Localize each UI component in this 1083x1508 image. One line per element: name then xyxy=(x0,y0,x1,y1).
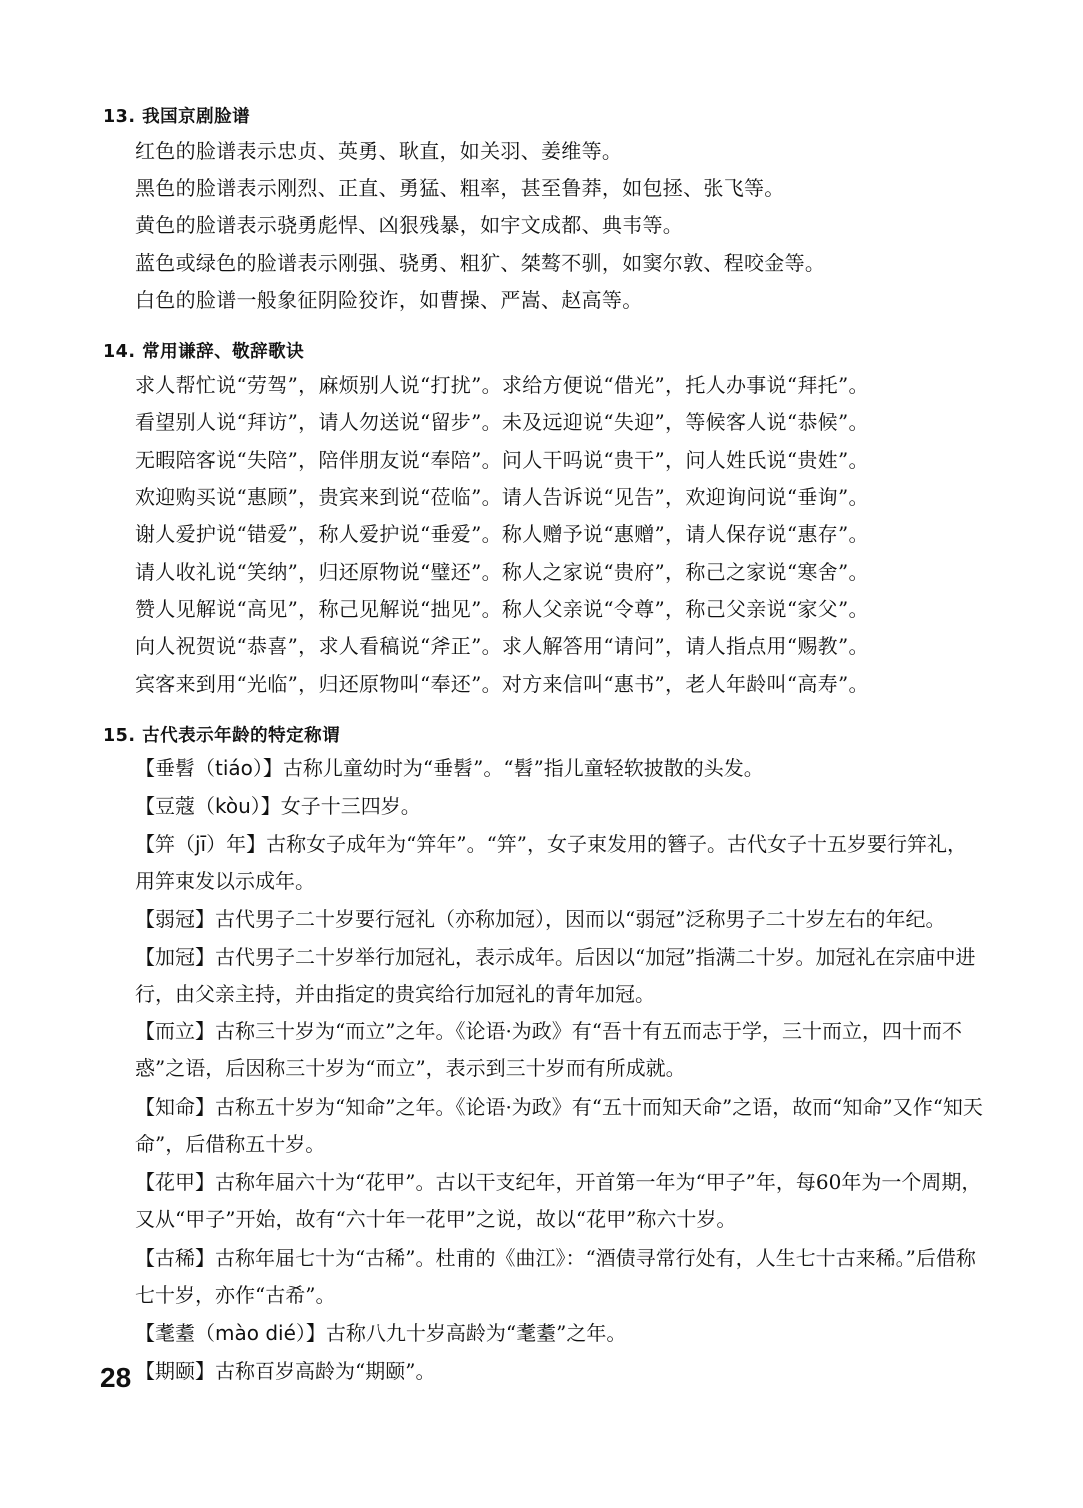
text-line: 请人收礼说“笑纳”，归还原物说“璧还”。称人之家说“贵府”，称己之家说“寒舍”。 xyxy=(135,560,869,584)
entry-text: 古称年届七十为“古稀”。杜甫的《曲江》：“酒债寻常行处有，人生七十古来稀。”后借称七十岁，亦作“古希”。 xyxy=(135,1246,976,1307)
text-line: 看望别人说“拜访”，请人勿送说“留步”。未及远迎说“失迎”，等候客人说“恭候”。 xyxy=(135,410,869,434)
entry-qiyi xyxy=(135,1353,985,1390)
entry-text: 古代男子二十岁举行加冠礼，表示成年。后因以“加冠”指满二十岁。加冠礼在宗庙中进行，由父亲主持，并由指定的贵宾给行加冠礼的青年加冠。 xyxy=(135,945,976,1006)
entry-maodie xyxy=(135,1315,985,1352)
entry-text: 古称儿童幼时为“垂髫”。“髫”指儿童轻软披散的头发。 xyxy=(282,756,764,780)
text-line: 欢迎购买说“惠顾”，贵宾来到说“莅临”。请人告诉说“见告”，欢迎询问说“垂询”。 xyxy=(135,485,869,509)
page-number: 28 xyxy=(100,1362,132,1393)
entry-jinian xyxy=(135,826,985,900)
entry-text: 女子十三四岁。 xyxy=(280,794,421,818)
text-line: 求人帮忙说“劳驾”，麻烦别人说“打扰”。求给方便说“借光”，托人办事说“拜托”。 xyxy=(135,373,869,397)
entry-guxi xyxy=(135,1240,985,1314)
text-line: 宾客来到用“光临”，归还原物叫“奉还”。对方来信叫“惠书”，老人年龄叫“高寿”。 xyxy=(135,672,869,696)
entry-text: 古称年届六十为“花甲”。古以干支纪年，开首第一年为“甲子”年，每60年为一个周期，又从“甲子”开始，故有“六十年一花甲”之说，故以“花甲”称六十岁。 xyxy=(135,1170,982,1231)
text-line: 谢人爱护说“错爱”，称人爱护说“垂爱”。称人赠予说“惠赠”，请人保存说“惠存”。 xyxy=(135,522,869,546)
entry-doukou xyxy=(135,788,985,825)
entry-term: 【知命】 xyxy=(135,1095,215,1119)
entry-erli xyxy=(135,1013,985,1087)
text-line: 黑色的脸谱表示刚烈、正直、勇猛、粗率，甚至鲁莽，如包拯、张飞等。 xyxy=(135,176,785,200)
entry-huajia xyxy=(135,1164,985,1238)
entry-term: 【豆蔻（kòu）】 xyxy=(135,794,281,818)
text-line: 白色的脸谱一般象征阴险狡诈，如曹操、严嵩、赵高等。 xyxy=(135,288,643,312)
entry-text: 古称八九十岁高龄为“耄耋”之年。 xyxy=(325,1321,627,1345)
entry-term: 【花甲】 xyxy=(135,1170,215,1194)
entry-text: 古称女子成年为“笄年”。“笄”，女子束发用的簪子。古代女子十五岁要行笄礼，用笄束发以示成年。 xyxy=(135,832,968,893)
text-line: 无暇陪客说“失陪”，陪伴朋友说“奉陪”。问人干吗说“贵干”，问人姓氏说“贵姓”。 xyxy=(135,448,869,472)
entry-jiaguan xyxy=(135,939,985,1013)
entry-term: 【古稀】 xyxy=(135,1246,215,1270)
entry-term: 【期颐】 xyxy=(135,1359,215,1383)
text-line: 赞人见解说“高见”，称己见解说“拙见”。称人父亲说“令尊”，称己父亲说“家父”。 xyxy=(135,597,869,621)
entry-term: 【笄（jī）年】 xyxy=(135,832,267,856)
section-heading-13: 13. 我国京剧脸谱 xyxy=(103,107,251,127)
entry-term: 【耄耋（mào dié）】 xyxy=(135,1321,326,1345)
text-line: 向人祝贺说“恭喜”，求人看稿说“斧正”。求人解答用“请问”，请人指点用“赐教”。 xyxy=(135,634,869,658)
entry-term: 【弱冠】 xyxy=(135,907,215,931)
text-line: 红色的脸谱表示忠贞、英勇、耿直，如关羽、姜维等。 xyxy=(135,139,623,163)
entry-text: 古称百岁高龄为“期颐”。 xyxy=(215,1359,436,1383)
section-heading-15: 15. 古代表示年龄的特定称谓 xyxy=(103,726,341,746)
entry-text: 古称五十岁为“知命”之年。《论语·为政》有“五十而知天命”之语，故而“知命”又作“知天命”，后借称五十岁。 xyxy=(135,1095,983,1156)
entry-ruoguan xyxy=(135,901,985,938)
entry-chuitiao xyxy=(135,750,985,787)
entry-term: 【加冠】 xyxy=(135,945,215,969)
text-line: 蓝色或绿色的脸谱表示刚强、骁勇、粗犷、桀骜不驯，如窦尔敦、程咬金等。 xyxy=(135,251,826,275)
entry-zhiming xyxy=(135,1089,985,1163)
text-line: 黄色的脸谱表示骁勇彪悍、凶狠残暴，如宇文成都、典韦等。 xyxy=(135,213,684,237)
entry-text: 古代男子二十岁要行冠礼（亦称加冠），因而以“弱冠”泛称男子二十岁左右的年纪。 xyxy=(215,907,946,931)
entry-term: 【垂髫（tiáo）】 xyxy=(135,756,283,780)
entry-text: 古称三十岁为“而立”之年。《论语·为政》有“吾十有五而志于学，三十而立，四十而不惑”之语，后因称三十岁为“而立”，表示到三十岁而有所成就。 xyxy=(135,1019,963,1080)
section-heading-14: 14. 常用谦辞、敬辞歌诀 xyxy=(103,342,305,362)
entry-term: 【而立】 xyxy=(135,1019,215,1043)
